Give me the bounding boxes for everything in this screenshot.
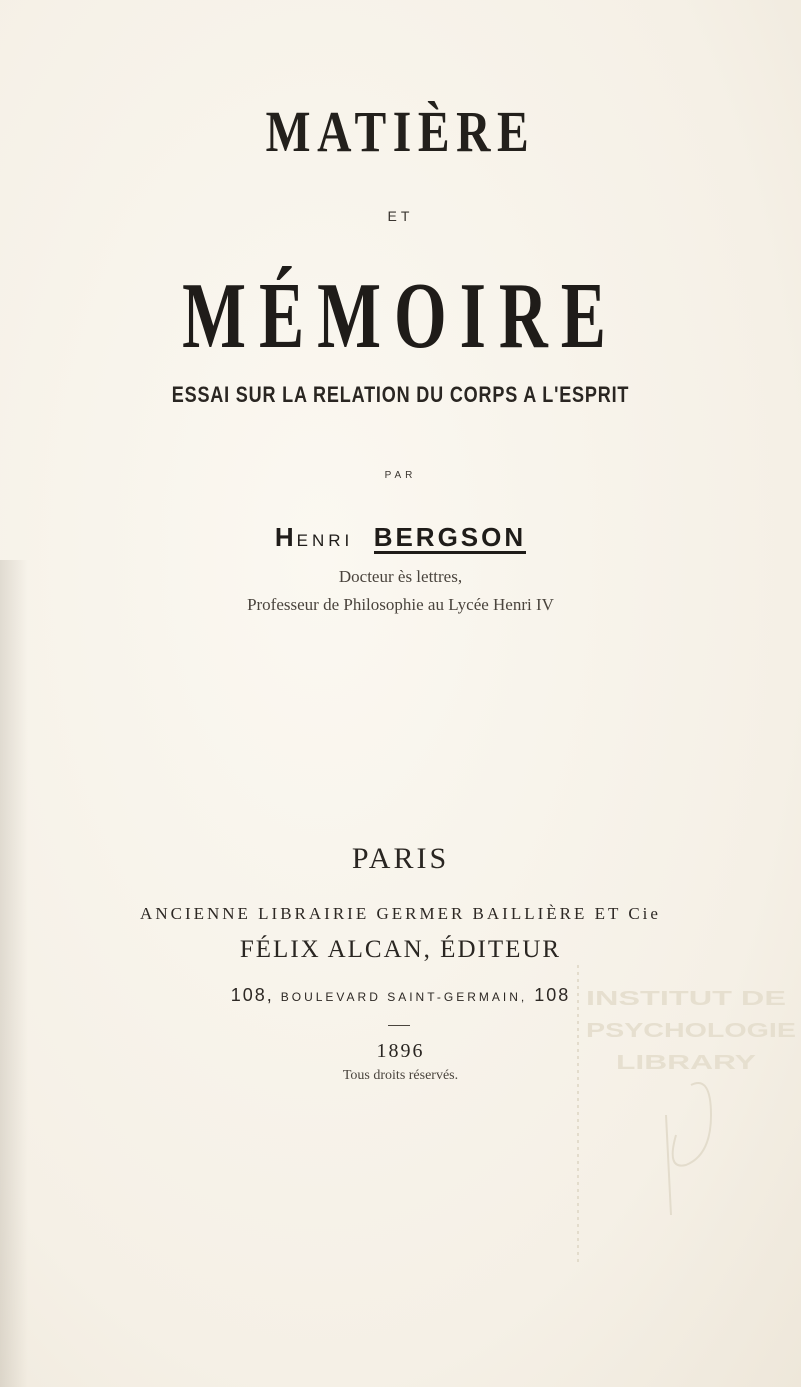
imprint-city: PARIS xyxy=(351,842,450,875)
stamp-line-2: PSYCHOLOGIE xyxy=(586,1020,796,1042)
author-name xyxy=(0,522,801,554)
author-first-rest: ENRI xyxy=(296,531,354,550)
author-first-initial: H xyxy=(274,522,297,552)
stamp-line-3: LIBRARY xyxy=(616,1052,758,1074)
author-credential-1: Docteur ès lettres, xyxy=(338,567,463,586)
rights-notice: Tous droits réservés. xyxy=(342,1068,459,1083)
subtitle: ESSAI SUR LA RELATION DU CORPS A L'ESPRIT xyxy=(171,382,630,407)
title-line-1: MATIÈRE xyxy=(265,99,536,164)
publisher-name: FÉLIX ALCAN, ÉDITEUR xyxy=(239,936,562,963)
by-line: PAR xyxy=(384,470,417,481)
publisher-house: ANCIENNE LIBRAIRIE GERMER BAILLIÈRE ET Cie xyxy=(140,904,661,923)
address-number-left: 108, xyxy=(230,985,274,1005)
page-edge-shadow xyxy=(0,560,28,1387)
title-conjunction: ET xyxy=(387,208,414,224)
author-credential-2: Professeur de Philosophie au Lycée Henri IV xyxy=(247,595,554,614)
separator-rule xyxy=(388,1025,410,1026)
stamp-line-1: INSTITUT DE xyxy=(586,988,786,1010)
address-number-right: 108 xyxy=(534,985,571,1005)
publication-year: 1896 xyxy=(376,1040,425,1062)
author-last-name: BERGSON xyxy=(374,524,526,554)
title-line-2: MÉMOIRE xyxy=(182,264,619,368)
library-stamp-watermark xyxy=(576,965,801,1265)
address-street: BOULEVARD SAINT-GERMAIN, xyxy=(280,990,528,1004)
